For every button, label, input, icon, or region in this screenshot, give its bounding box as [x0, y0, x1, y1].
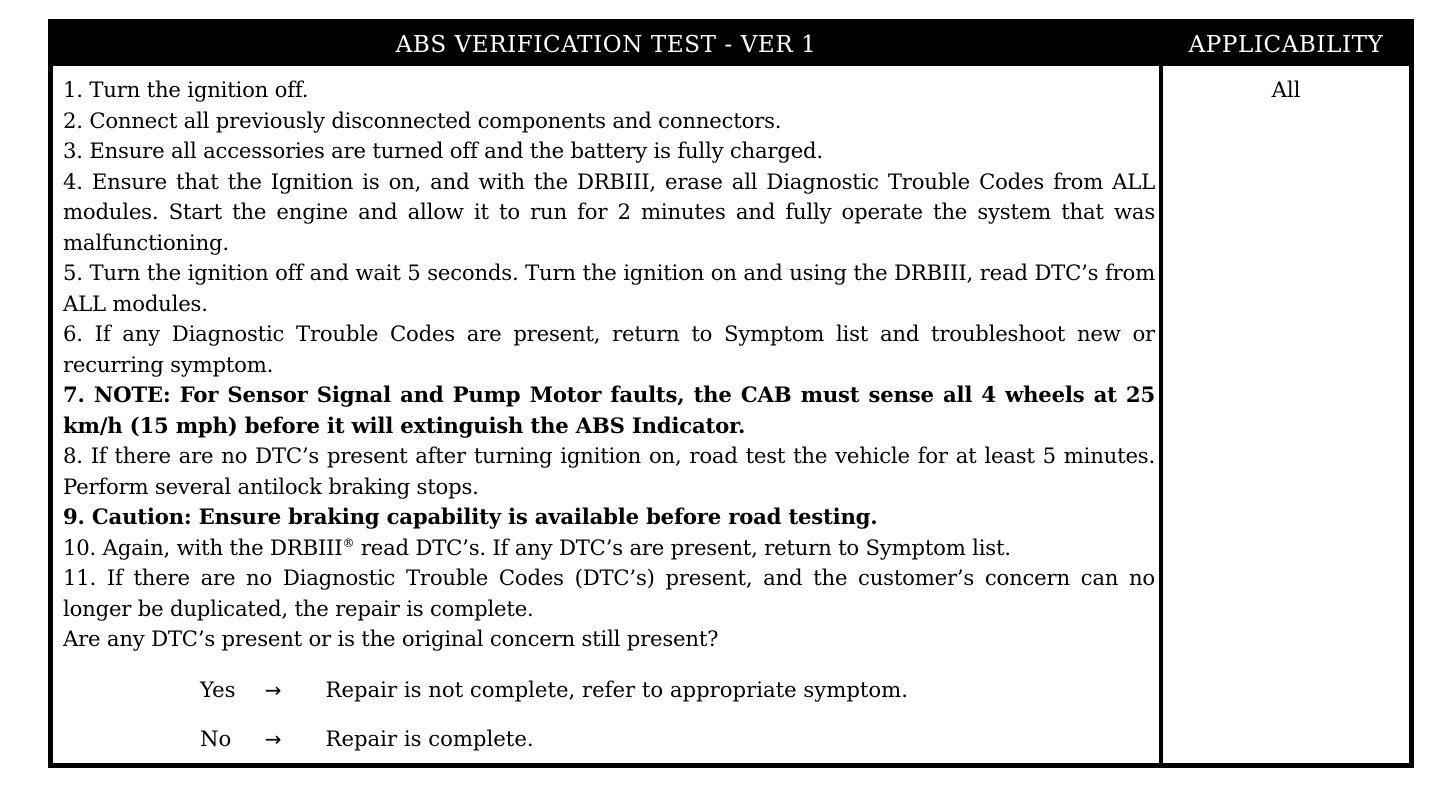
step-2: 2. Connect all previously disconnected components and connectors.: [63, 107, 782, 133]
step-4: 4. Ensure that the Ignition is on, and with the DRBIII, erase all Diagnostic Trouble Codes from ALL modules. Start the engine and allow it to run for 2 minutes and fully operate the system that was malfunctioning.: [63, 168, 1155, 255]
verification-test-table: [48, 19, 1414, 768]
test-question: Are any DTC’s present or is the original concern still present?: [63, 626, 719, 651]
table-header: [53, 24, 1409, 66]
right-arrow-icon: →: [264, 678, 282, 702]
step-10: [63, 533, 1155, 564]
step-7-note: 7. NOTE: For Sensor Signal and Pump Motor faults, the CAB must sense all 4 wheels at 25 km/h (15 mph) before it will extinguish the ABS Indicator.: [63, 382, 1155, 438]
column-divider: [1159, 66, 1163, 763]
answer-yes-label: Yes: [200, 677, 236, 702]
step-10-after: read DTC’s. If any DTC’s are present, return to Symptom list.: [354, 534, 1011, 560]
test-title: ABS VERIFICATION TEST - VER 1: [395, 32, 817, 58]
answer-yes: [200, 675, 908, 705]
answer-no-text: Repair is complete.: [325, 726, 534, 751]
step-5: 5. Turn the ignition off and wait 5 seconds. Turn the ignition on and using the DRBIII, read DTC’s from ALL modules.: [63, 260, 1155, 316]
applicability-header: APPLICABILITY: [1188, 32, 1384, 58]
registered-mark: ®: [342, 535, 355, 550]
step-6: 6. If any Diagnostic Trouble Codes are present, return to Symptom list and troubleshoot new or recurring symptom.: [63, 321, 1155, 377]
step-10-before: 10. Again, with the DRBIII: [63, 534, 343, 560]
step-3: 3. Ensure all accessories are turned off and the battery is fully charged.: [63, 138, 823, 163]
step-9-caution: 9. Caution: Ensure braking capability is available before road testing.: [63, 504, 878, 529]
answer-no: [200, 724, 534, 754]
step-8: 8. If there are no DTC’s present after turning ignition on, road test the vehicle for at least 5 minutes. Perform several antilock braking stops.: [63, 443, 1155, 499]
right-arrow-icon: →: [264, 727, 282, 751]
applicability-value: All: [1271, 77, 1301, 102]
answer-yes-text: Repair is not complete, refer to appropriate symptom.: [325, 677, 909, 702]
step-1: 1. Turn the ignition off.: [63, 77, 309, 102]
answer-no-label: No: [200, 726, 232, 751]
procedure-steps: [63, 75, 1155, 655]
step-11: 11. If there are no Diagnostic Trouble Codes (DTC’s) present, and the customer’s concern can no longer be duplicated, the repair is complete.: [63, 565, 1155, 621]
